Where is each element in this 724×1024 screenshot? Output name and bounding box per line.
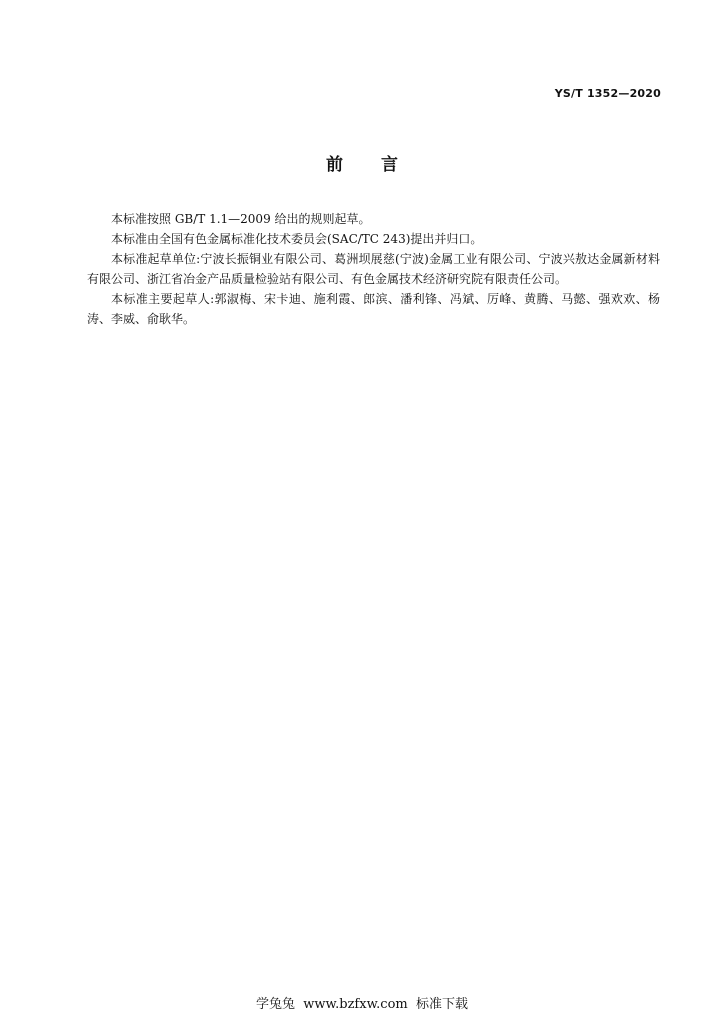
standard-code: YS/T 1352—2020 bbox=[554, 87, 661, 100]
paragraph-drafters: 本标准主要起草人:郭淑梅、宋卡迪、施利霞、郎滨、潘利锋、冯斌、厉峰、黄腾、马懿、强欢欢、杨涛、李威、俞耿华。 bbox=[87, 292, 660, 326]
paragraph-proposed-by: 本标准由全国有色金属标准化技术委员会(SAC/TC 243)提出并归口。 bbox=[111, 232, 483, 246]
page-title: 前言 bbox=[326, 155, 436, 175]
paragraph-drafting-rules: 本标准按照 GB/T 1.1—2009 给出的规则起草。 bbox=[111, 212, 371, 226]
foreword-body bbox=[87, 209, 660, 329]
paragraph-drafting-units: 本标准起草单位:宁波长振铜业有限公司、葛洲坝展慈(宁波)金属工业有限公司、宁波兴敖达金属新材料有限公司、浙江省冶金产品质量检验站有限公司、有色金属技术经济研究院有限责任公司。 bbox=[87, 252, 660, 286]
footer-watermark: 学兔兔 www.bzfxw.com 标准下载 bbox=[256, 997, 468, 1012]
